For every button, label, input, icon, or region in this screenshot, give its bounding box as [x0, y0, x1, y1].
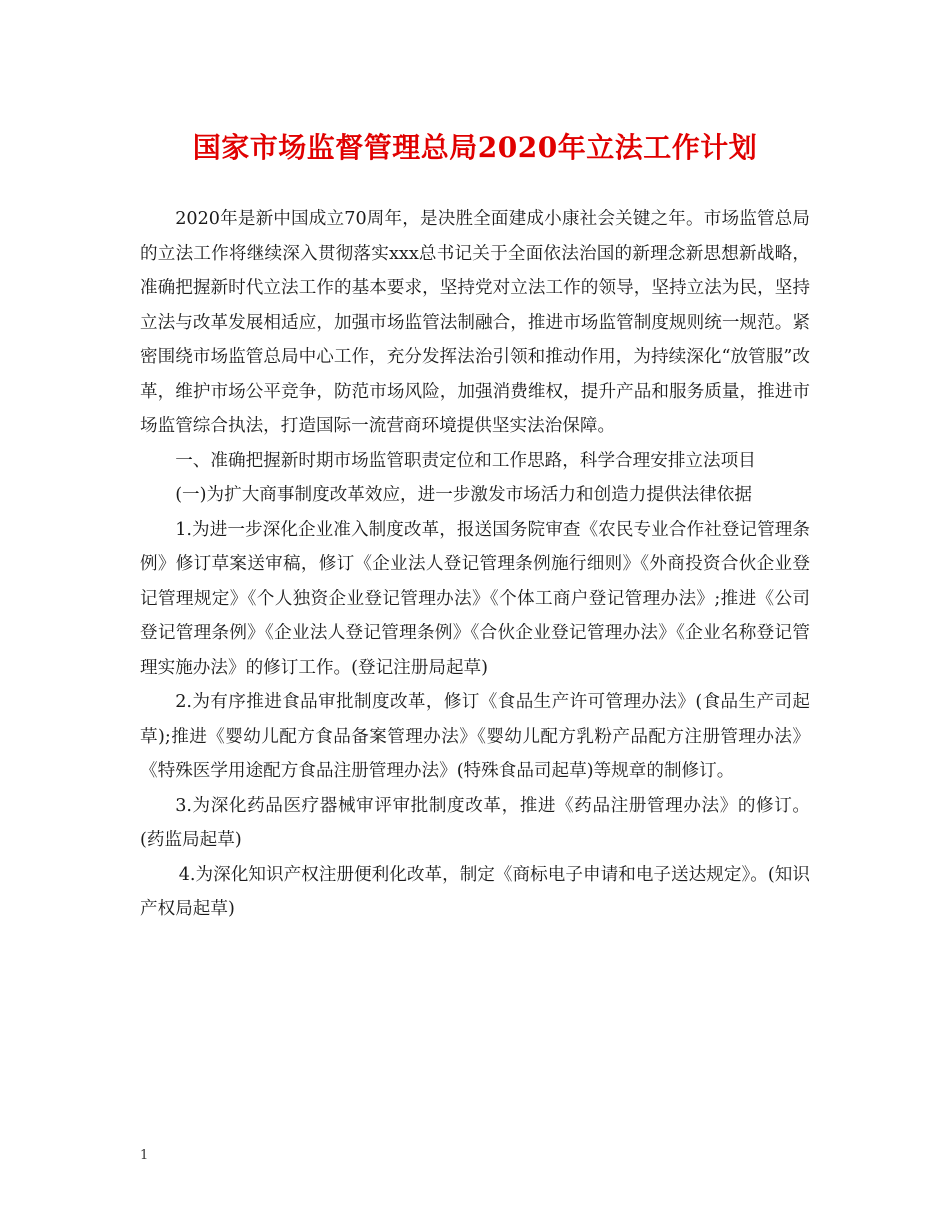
document-title: 国家市场监督管理总局2020年立法工作计划	[192, 131, 758, 164]
paragraph-item-1: 1.为进一步深化企业准入制度改革，报送国务院审查《农民专业合作社登记管理条例》修订草案送审稿，修订《企业法人登记管理条例施行细则》《外商投资合伙企业登记管理规定》《个人独资企业登记管理办法》《个体工商户登记管理办法》;推进《公司登记管理条例》《企业法人登记管理条例》《合伙企业登记管理办法》《企业名称登记管理实施办法》的修订工作。(登记注册局起草)	[140, 519, 810, 678]
paragraph-item-3: 3.为深化药品医疗器械审评审批制度改革，推进《药品注册管理办法》的修订。(药监局起草)	[140, 795, 810, 850]
paragraph-section-heading: 一、准确把握新时期市场监管职责定位和工作思路，科学合理安排立法项目	[175, 450, 756, 471]
paragraph-item-2: 2.为有序推进食品审批制度改革，修订《食品生产许可管理办法》(食品生产司起草);推进《婴幼儿配方食品备案管理办法》《婴幼儿配方乳粉产品配方注册管理办法》《特殊医学用途配方食品注册管理办法》(特殊食品司起草)等规章的制修订。	[140, 692, 810, 781]
document-body	[140, 202, 810, 927]
paragraph-subsection-heading: (一)为扩大商事制度改革效应，进一步激发市场活力和创造力提供法律依据	[175, 485, 752, 505]
page-number: 1	[140, 1148, 149, 1163]
paragraph-intro: 2020年是新中国成立70周年，是决胜全面建成小康社会关键之年。市场监管总局的立法工作将继续深入贯彻落实xxx总书记关于全面依法治国的新理念新思想新战略，准确把握新时代立法工作的基本要求，坚持党对立法工作的领导，坚持立法为民，坚持立法与改革发展相适应，加强市场监管法制融合，推进市场监管制度规则统一规范。紧密围绕市场监管总局中心工作，充分发挥法治引领和推动作用，为持续深化“放管服”改革，维护市场公平竞争，防范市场风险，加强消费维权，提升产品和服务质量，推进市场监管综合执法，打造国际一流营商环境提供坚实法治保障。	[140, 209, 810, 436]
paragraph-item-4: 4.为深化知识产权注册便利化改革，制定《商标电子申请和电子送达规定》。(知识产权局起草)	[140, 864, 810, 919]
